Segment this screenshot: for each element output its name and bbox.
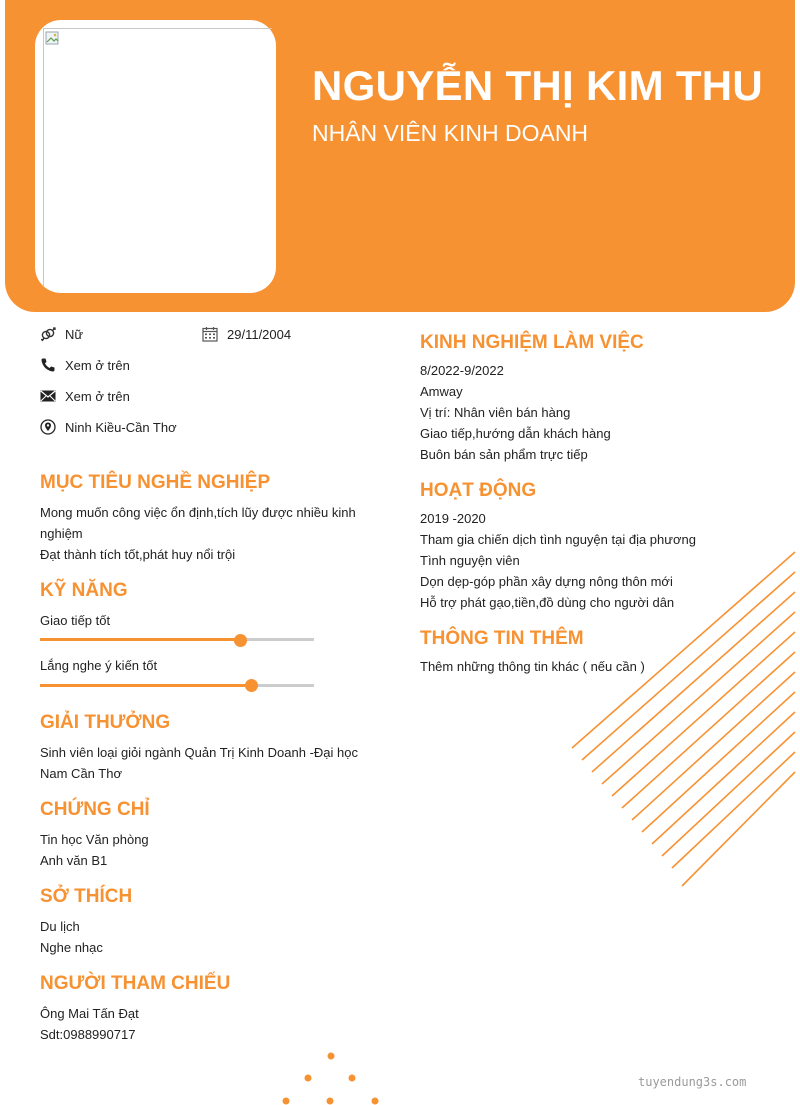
experience-line: Buôn bán sản phẩm trực tiếp xyxy=(420,447,588,462)
skills-heading: KỸ NĂNG xyxy=(40,580,128,601)
hobby-line: Du lịch xyxy=(40,919,80,934)
award-line: Sinh viên loại giỏi ngành Quản Trị Kinh Doanh -Đại học xyxy=(40,745,358,760)
experience-heading: KINH NGHIỆM LÀM VIỆC xyxy=(420,332,644,353)
hobbies-heading: SỞ THÍCH xyxy=(40,886,133,907)
candidate-name: NGUYỄN THỊ KIM THU xyxy=(312,62,764,109)
awards-heading: GIẢI THƯỞNG xyxy=(40,712,171,733)
skill-bar-fill xyxy=(40,638,240,641)
extra-info-line: Thêm những thông tin khác ( nếu cần ) xyxy=(420,659,645,674)
activities-heading: HOẠT ĐỘNG xyxy=(420,480,537,501)
mail-icon xyxy=(40,388,56,404)
award-line: Nam Cần Thơ xyxy=(40,766,122,781)
objective-line: Đạt thành tích tốt,phát huy nổi trội xyxy=(40,547,236,562)
objective-heading: MỤC TIÊU NGHỀ NGHIỆP xyxy=(40,472,271,493)
gender-icon xyxy=(40,326,56,342)
skill-bar-knob xyxy=(234,634,247,647)
calendar-icon xyxy=(202,326,218,342)
broken-image-icon xyxy=(45,30,61,46)
skill-name: Lắng nghe ý kiến tốt xyxy=(40,658,158,673)
activity-line: Hỗ trợ phát gạo,tiền,đồ dùng cho người dân xyxy=(420,595,675,610)
birthdate-value: 29/11/2004 xyxy=(227,327,292,342)
profile-photo xyxy=(35,20,276,293)
extra-info-heading: THÔNG TIN THÊM xyxy=(420,628,584,649)
diagonal-lines-decoration xyxy=(560,550,800,890)
hobby-line: Nghe nhạc xyxy=(40,940,103,955)
activity-line: 2019 -2020 xyxy=(420,511,486,526)
activity-line: Tình nguyện viên xyxy=(420,553,520,568)
dots-decoration xyxy=(280,1048,390,1105)
email-value: Xem ở trên xyxy=(65,389,130,404)
phone-icon xyxy=(40,357,56,373)
experience-line: Amway xyxy=(420,384,463,399)
objective-line: Mong muốn công việc ổn định,tích lũy được nhiều kinh xyxy=(40,505,356,520)
objective-line: nghiệm xyxy=(40,526,83,541)
experience-line: 8/2022-9/2022 xyxy=(420,363,504,378)
certificate-line: Tin học Văn phòng xyxy=(40,832,149,847)
experience-line: Vị trí: Nhân viên bán hàng xyxy=(420,405,571,420)
reference-line: Sdt:0988990717 xyxy=(40,1027,136,1042)
gender-value: Nữ xyxy=(65,327,84,342)
watermark-text: tuyendung3s.com xyxy=(638,1075,747,1089)
photo-placeholder-frame xyxy=(43,28,272,287)
location-pin-icon xyxy=(40,419,56,435)
activity-line: Dọn dẹp-góp phần xây dựng nông thôn mới xyxy=(420,574,673,589)
reference-line: Ông Mai Tấn Đạt xyxy=(40,1006,139,1021)
address-value: Ninh Kiều-Cần Thơ xyxy=(65,420,177,435)
experience-line: Giao tiếp,hướng dẫn khách hàng xyxy=(420,426,611,441)
skill-bar-knob xyxy=(245,679,258,692)
certificate-line: Anh văn B1 xyxy=(40,853,108,868)
activity-line: Tham gia chiến dịch tình nguyện tại địa phương xyxy=(420,532,696,547)
header-banner xyxy=(5,0,795,312)
references-heading: NGƯỜI THAM CHIẾU xyxy=(40,973,231,994)
candidate-job-title: NHÂN VIÊN KINH DOANH xyxy=(312,120,589,146)
phone-value: Xem ở trên xyxy=(65,358,130,373)
certificates-heading: CHỨNG CHỈ xyxy=(40,799,150,820)
skill-name: Giao tiếp tốt xyxy=(40,613,111,628)
skill-bar-fill xyxy=(40,684,251,687)
